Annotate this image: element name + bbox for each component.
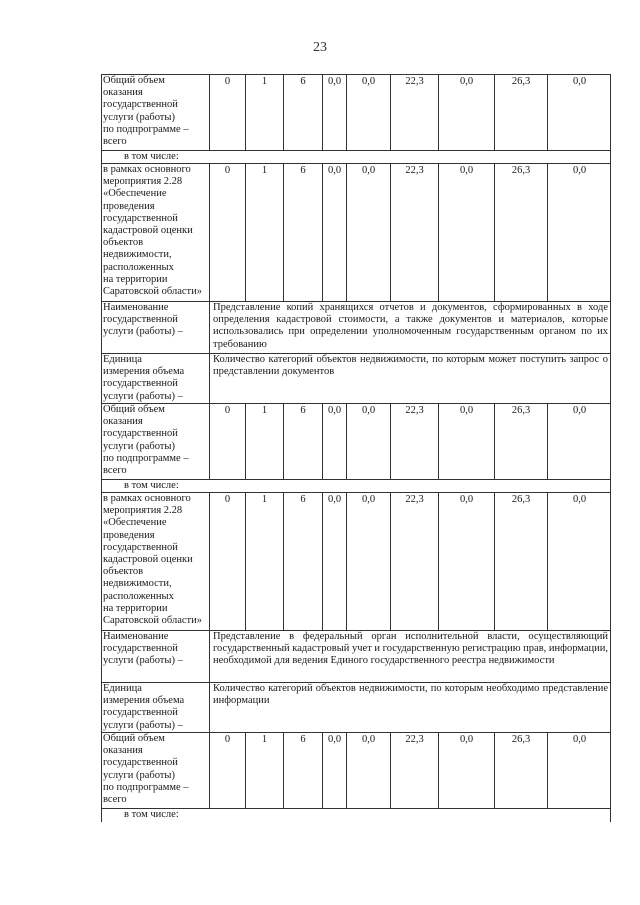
value-cell: 22,3 [391, 493, 439, 630]
value-cell: 0,0 [572, 165, 587, 176]
value-cell: 0,0 [323, 733, 347, 808]
in-total-row: в том числе: [101, 809, 611, 822]
value-cell: 0,0 [347, 404, 391, 479]
value-cells [210, 164, 611, 301]
value-cell: 1 [246, 75, 284, 150]
row-label-total: Общий объем оказания государственной услуги (работы) по подпрограмме – всего [102, 733, 210, 808]
value-cell: 0 [210, 164, 246, 301]
value-cell: 0 [210, 75, 246, 150]
value-cell: 1 [246, 733, 284, 808]
value-cell: 0,0 [323, 404, 347, 479]
value-cell: 22,3 [391, 733, 439, 808]
value-cell: 0,0 [347, 164, 391, 301]
table-row-total-2 [101, 404, 611, 480]
table-row-service-unit-2 [101, 683, 611, 733]
table-row-service-name-1 [101, 302, 611, 354]
value-cell: 0,0 [572, 734, 587, 745]
table-row-total-1 [101, 75, 611, 151]
page-number: 23 [313, 40, 327, 55]
value-cell: 0,0 [572, 76, 587, 87]
value-cells [210, 75, 611, 150]
subprogram-table [101, 74, 611, 822]
value-cell: 0,0 [347, 493, 391, 630]
value-cell: 26,3 [495, 733, 548, 808]
value-cell: 0,0 [572, 494, 587, 505]
value-cells [210, 404, 611, 479]
value-cell: 6 [284, 404, 323, 479]
in-total-row: в том числе: [101, 480, 611, 493]
value-cell: 1 [246, 493, 284, 630]
row-label-activity: в рамках основного мероприятия 2.28 «Обеспечение проведения государственной кадастровой оценки объектов недвижимости, расположенных на территории Саратовской области» [102, 164, 210, 301]
value-cell: 0 [210, 493, 246, 630]
row-label-activity: в рамках основного мероприятия 2.28 «Обеспечение проведения государственной кадастровой оценки объектов недвижимости, расположенных на территории Саратовской области» [102, 493, 210, 630]
value-cell: 0,0 [323, 164, 347, 301]
value-cell: 6 [284, 75, 323, 150]
table-row-total-3 [101, 733, 611, 809]
value-cell: 0,0 [347, 75, 391, 150]
value-cell: 6 [284, 493, 323, 630]
value-cell: 0 [210, 404, 246, 479]
value-cell: 0,0 [439, 164, 495, 301]
service-name-text: Представление копий хранящихся отчетов и документов, сформированных в ходе определения кадастровой стоимости, а также документов и материалов, которые использовались при определении уполномоченным государственным органом по их требованию [213, 302, 608, 350]
value-cell: 0,0 [439, 404, 495, 479]
service-name-text: Представление в федеральный орган исполнительной власти, осуществляющий государственный кадастровый учет и государственную регистрацию прав, информации, необходимой для ведения Единого государственного реестра недвижимости [213, 631, 609, 667]
value-cell: 26,3 [495, 404, 548, 479]
value-cell: 6 [284, 164, 323, 301]
value-cell: 0,0 [439, 493, 495, 630]
row-label-total: Общий объем оказания государственной услуги (работы) по подпрограмме – всего [102, 404, 210, 479]
value-cells [210, 733, 611, 808]
service-unit-text: Количество категорий объектов недвижимости, по которым необходимо представление информации [213, 683, 608, 707]
row-label-total: Общий объем оказания государственной услуги (работы) по подпрограмме – всего [102, 75, 210, 150]
value-cell: 22,3 [391, 164, 439, 301]
value-cell: 26,3 [495, 493, 548, 630]
value-cell: 0,0 [323, 75, 347, 150]
value-cell: 0 [210, 733, 246, 808]
row-label-service-name: Наименование государственной услуги (работы) – [102, 631, 210, 682]
value-cell: 0,0 [439, 733, 495, 808]
in-total-row: в том числе: [101, 151, 611, 164]
value-cells [210, 493, 611, 630]
service-unit-text: Количество категорий объектов недвижимости, по которым может поступить запрос о представлении документов [213, 354, 608, 378]
value-cell: 22,3 [391, 75, 439, 150]
table-row-service-name-2 [101, 631, 611, 683]
value-cell: 22,3 [391, 404, 439, 479]
value-cell: 0,0 [323, 493, 347, 630]
table-row-activity-1 [101, 164, 611, 302]
value-cell: 0,0 [572, 405, 587, 416]
value-cell: 6 [284, 733, 323, 808]
value-cell: 1 [246, 164, 284, 301]
value-cell: 0,0 [439, 75, 495, 150]
row-label-service-name: Наименование государственной услуги (работы) – [102, 302, 210, 353]
value-cell: 1 [246, 404, 284, 479]
row-label-service-unit: Единица измерения объема государственной услуги (работы) – [102, 354, 210, 403]
value-cell: 26,3 [495, 75, 548, 150]
value-cell: 0,0 [347, 733, 391, 808]
value-cell: 26,3 [495, 164, 548, 301]
table-row-service-unit-1 [101, 354, 611, 404]
table-row-activity-2 [101, 493, 611, 631]
row-label-service-unit: Единица измерения объема государственной услуги (работы) – [102, 683, 210, 732]
